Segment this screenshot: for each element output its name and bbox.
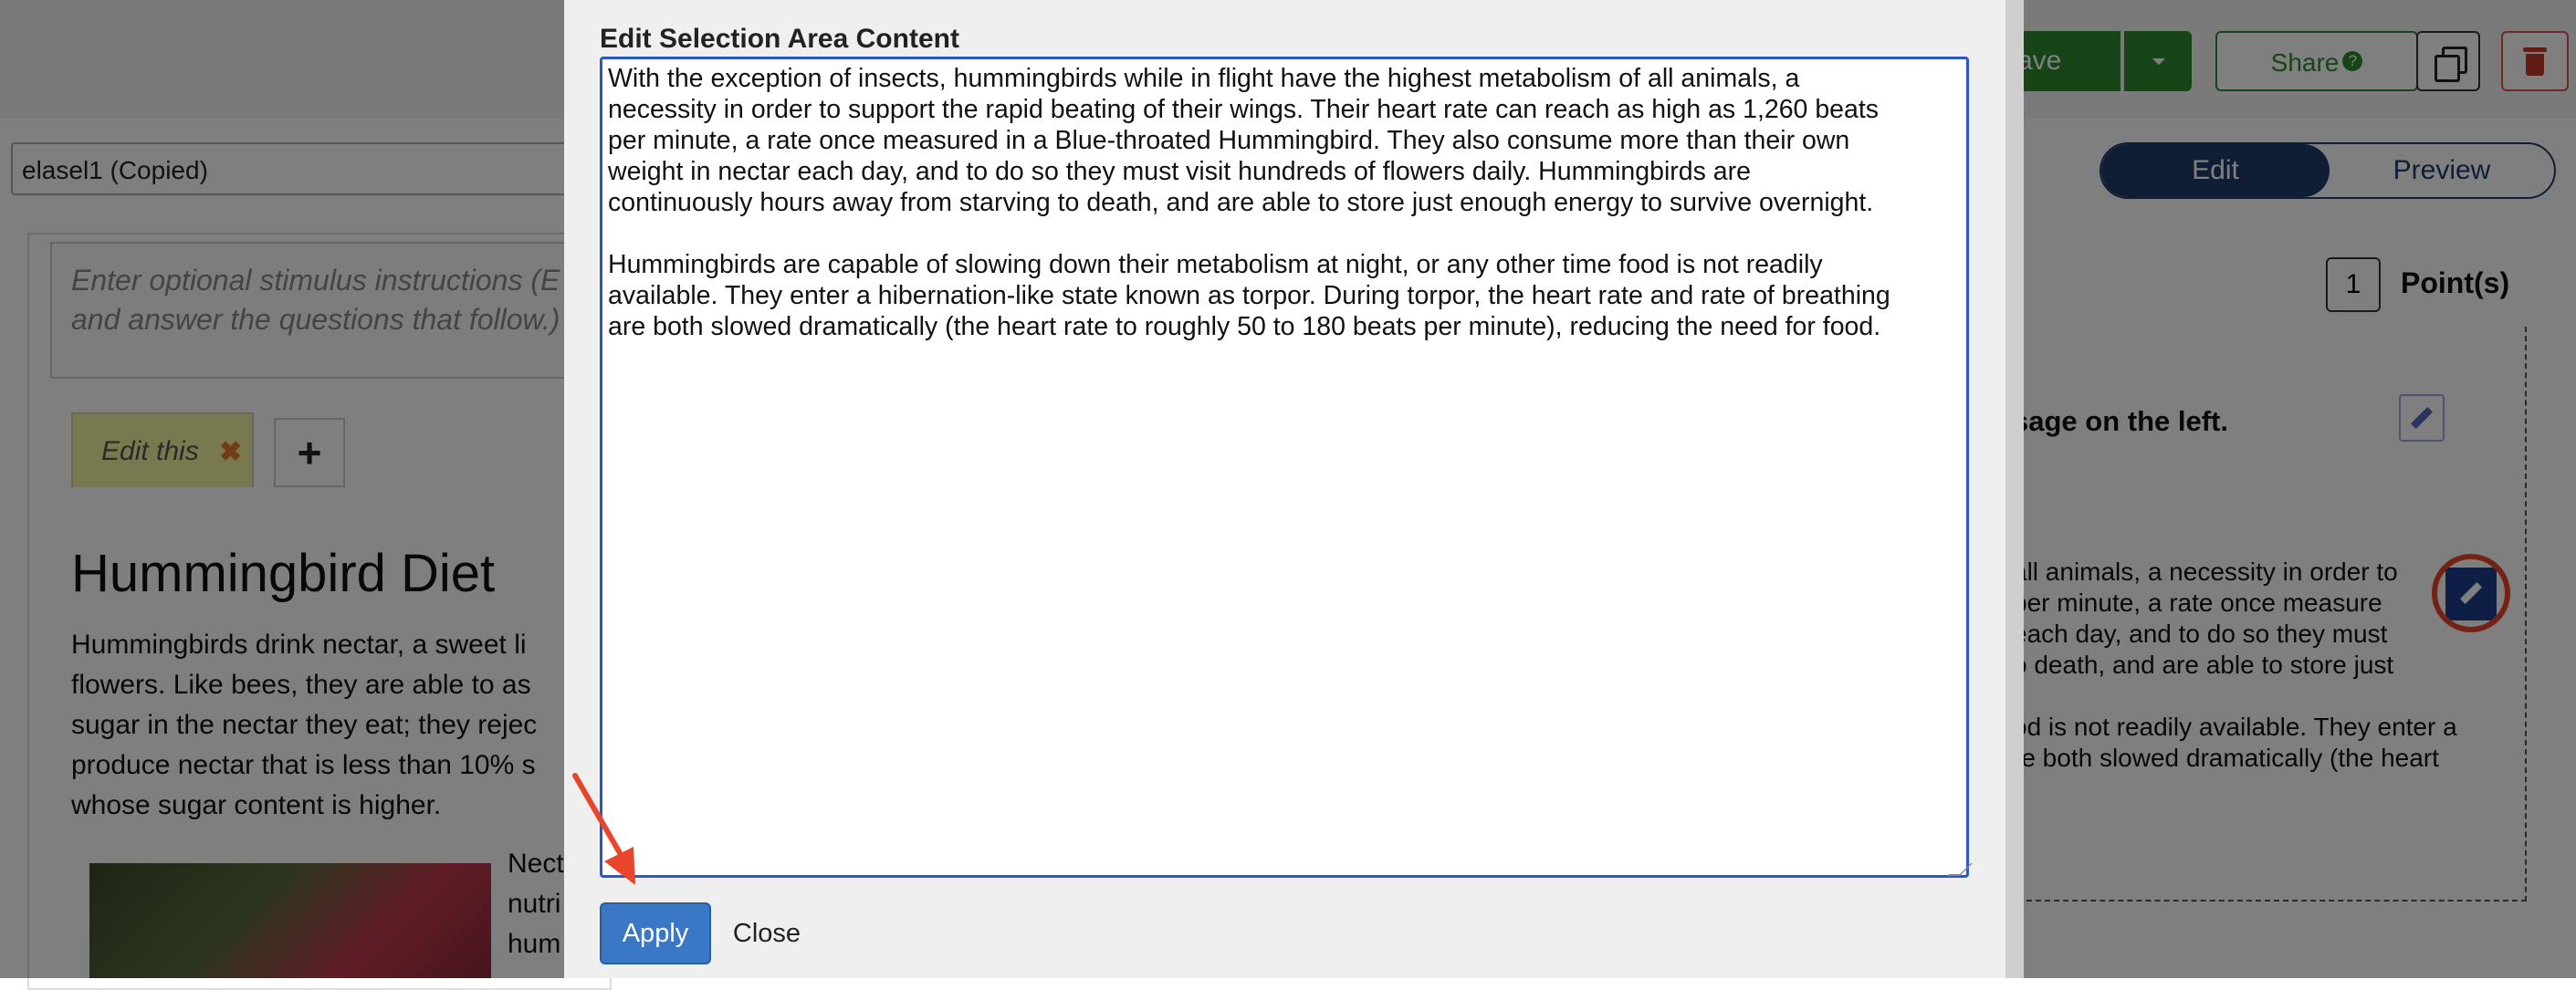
selection-content-textarea[interactable]	[600, 57, 1969, 878]
modal-scrollbar[interactable]	[2005, 0, 2024, 978]
close-button[interactable]: Close	[732, 919, 801, 948]
modal-title: Edit Selection Area Content	[600, 24, 959, 54]
arrow-shaft	[575, 776, 623, 858]
annotation-arrow	[566, 766, 666, 894]
apply-button[interactable]: Apply	[600, 902, 711, 964]
